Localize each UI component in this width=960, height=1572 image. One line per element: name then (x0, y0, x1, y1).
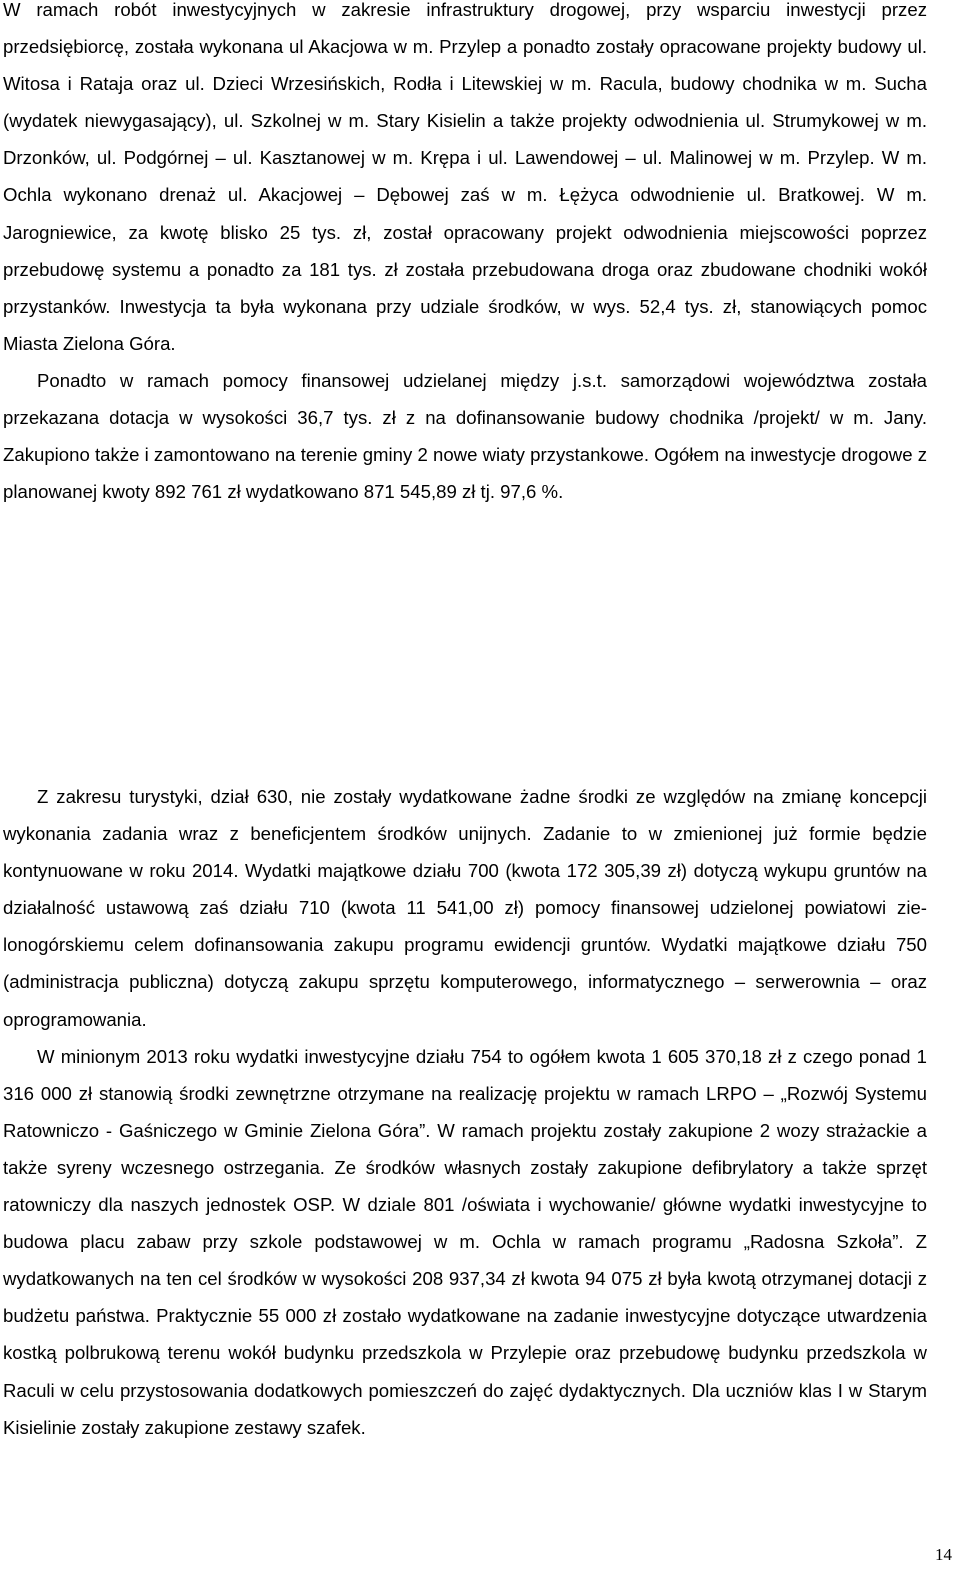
page-number: 14 (935, 1545, 952, 1564)
paragraph-section-754-and-education: W minionym 2013 roku wydatki inwestycyjne działu 754 to ogółem kwota 1 605 370,18 zł z czego ponad 1 316 000 zł stanowią środki zewnętrzne otrzymane na realizację projektu w ramach LRPO – „Rozwój Systemu Ratowniczo - Gaśniczego w Gminie Zielona Góra”. W ramach projektu zostały zakupione 2 wozy strażackie a także syreny wczesnego ostrzegania. Ze środków własnych zostały zakupione defibrylatory a także sprzęt ratowniczy dla naszych jednostek OSP. W dziale 801 /oświata i wychowanie/ główne wydatki inwestycyjne to budowa placu zabaw przy szkole podstawowej w m. Ochla w ramach programu „Radosna Szkoła”. Z wydatkowanych na ten cel środków w wysokości 208 937,34 zł kwota 94 075 zł była kwotą otrzymanej dotacji z budżetu państwa. Praktycznie 55 000 zł zostało wydatkowane na zadanie inwestycyjne dotyczące utwardzenia kostką polbrukową terenu wokół budynku przedszkola w Przylepie oraz przebudowę budynku przedszkola w Raculi w celu przystosowania dodatkowych pomieszczeń do zajęć dydaktycznych. Dla uczniów klas I w Starym Kisielinie zostały zakupione zestawy szafek. (3, 1045, 927, 1438)
paragraph-financial-aid: Ponadto w ramach pomocy finansowej udzielanej między j.s.t. samorządowi województwa została przekazana dotacja w wysokości 36,7 tys. zł z na dofinansowanie budowy chodnika /projekt/ w m. Jany. Zakupiono także i zamontowano na terenie gminy 2 nowe wiaty przystankowe. Ogółem na inwestycje drogowe z planowanej kwoty 892 761 zł wydatkowano 871 545,89 zł tj. 97,6 %. (3, 369, 927, 503)
paragraph-tourism-and-property: Z zakresu turystyki, dział 630, nie zostały wydatkowane żadne środki ze względów na zmianę koncepcji wykonania zadania wraz z beneficjentem środków unijnych. Zadanie to w zmienionej już formie będzie kontynuowane w roku 2014. Wydatki majątkowe działu 700 (kwota 172 305,39 zł) dotyczą wykupu gruntów na działalność ustawową zaś działu 710 (kwota 11 541,00 zł) pomocy finansowej udzielonej powiatowi zielonogórskiemu celem dofinansowania zakupu programu ewidencji gruntów. Wydatki majątkowe działu 750 (administracja publiczna) dotyczą zakupu sprzętu komputerowego, informatycznego – serwerownia – oraz oprogramowania. (3, 786, 927, 1030)
text-block-lower (3, 778, 927, 1446)
paragraph-road-investments: W ramach robót inwestycyjnych w zakresie infrastruktury drogowej, przy wsparciu inwestycji przez przedsiębiorcę, została wykonana ul Akacjowa w m. Przylep a ponadto zostały opracowane projekty budowy ul. Witosa i Rataja oraz ul. Dzieci Wrzesińskich, Rodła i Litewskiej w m. Racula, budowy chodnika w m. Sucha (wydatek niewygasający), ul. Szkolnej w m. Stary Kisielin a także projekty odwodnienia ul. Strumykowej w m. Drzonków, ul. Podgórnej – ul. Kasztanowej w m. Krępa i ul. Lawendowej – ul. Malinowej w m. Przylep. W m. Ochla wykonano drenaż ul. Akacjowej – Dębowej zaś w m. Łężyca odwodnienie ul. Bratkowej. W m. Jarogniewice, za kwotę blisko 25 tys. zł, został opracowany projekt odwodnienia miejscowości poprzez przebudowę systemu a ponadto za 181 tys. zł została przebudowana droga oraz zbudowane chodniki wokół przystanków. Inwestycja ta była wykonana przy udziale środków, w wys. 52,4 tys. zł, stanowiących pomoc Miasta Zielona Góra. (3, 0, 927, 354)
text-block-upper (3, 0, 927, 510)
